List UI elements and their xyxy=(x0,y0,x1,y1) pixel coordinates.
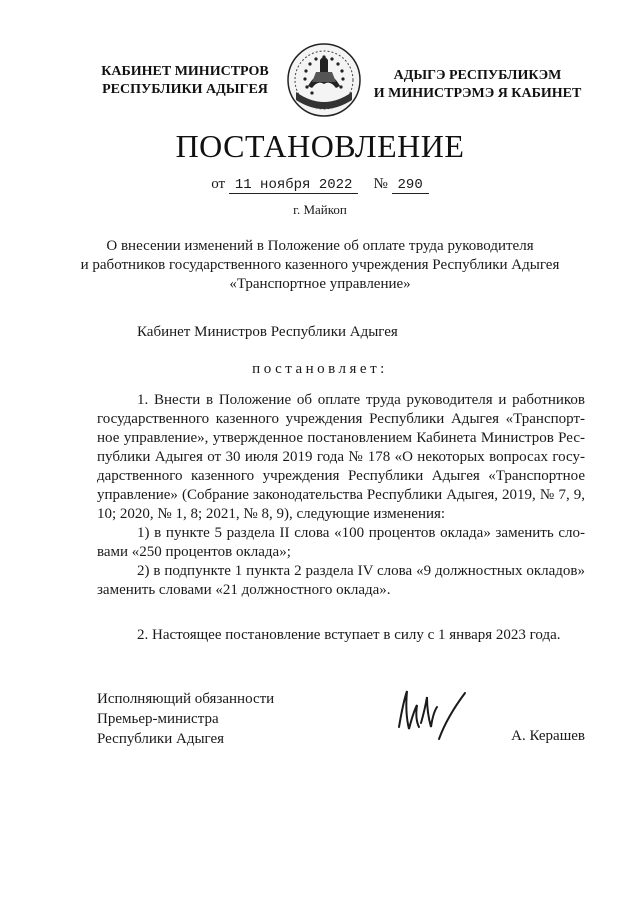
paragraph-1 xyxy=(97,391,585,600)
paragraph-line: заменить словами «21 должностного оклада». xyxy=(97,582,391,598)
paragraph-line: вами «250 процентов оклада»; xyxy=(97,544,291,560)
signer-position-line: Республики Адыгея xyxy=(97,731,225,747)
subject-line: О внесении изменений в Положение об оплате труда руководителя xyxy=(106,238,534,254)
document-date: 11 ноября 2022 xyxy=(229,177,359,194)
header-right xyxy=(370,67,585,103)
paragraph-line: ное управление», утвержденное постановлением Кабинета Министров Рес- xyxy=(97,430,585,446)
paragraph-line: 1) в пункте 5 раздела II слова «100 процентов оклада» заменить сло- xyxy=(137,525,585,541)
signature-icon xyxy=(393,683,473,743)
header-left-line: РЕСПУБЛИКИ АДЫГЕЯ xyxy=(102,82,268,97)
signer-position-line: Исполняющий обязанности xyxy=(97,691,275,707)
signer-position xyxy=(97,690,274,750)
header-left-line: КАБИНЕТ МИНИСТРОВ xyxy=(101,64,269,79)
paragraph-line: 2) в подпункте 1 пункта 2 раздела IV слова «9 должностных окладов» xyxy=(137,563,585,579)
date-number-line xyxy=(0,175,640,194)
paragraph-line: публики Адыгея от 30 июля 2019 года № 178 «О некоторых вопросах госу- xyxy=(97,449,585,465)
signer-position-line: Премьер-министра xyxy=(97,711,219,727)
paragraph-line: дарственного казенного учреждения Республики Адыгея «Транспортное xyxy=(97,468,585,484)
resolves-heading: постановляет: xyxy=(252,361,388,377)
header-right-line: И МИНИСТРЭМЭ Я КАБИНЕТ xyxy=(373,86,582,101)
document-title: ПОСТАНОВЛЕНИЕ xyxy=(175,128,465,164)
header-left xyxy=(95,63,275,99)
document-subject xyxy=(80,237,560,294)
header-right-line: АДЫГЭ РЕСПУБЛИКЭМ xyxy=(393,68,562,83)
subject-line: «Транспортное управление» xyxy=(229,276,411,292)
paragraph-line: 10; 2020, № 1, 8; 2021, № 8, 9), следующие изменения: xyxy=(97,506,446,522)
document-number: 290 xyxy=(392,177,429,194)
paragraph-line: 1. Внести в Положение об оплате труда руководителя и работников xyxy=(137,392,585,408)
paragraph-line: управление» (Собрание законодательства Республики Адыгея, 2019, № 7, 9, xyxy=(97,487,585,503)
coat-of-arms-icon xyxy=(286,42,362,118)
signer-name: А. Керашев xyxy=(511,728,585,744)
from-label: от xyxy=(211,176,226,192)
paragraph-line: государственного казенного учреждения Республики Адыгея «Транспорт- xyxy=(97,411,585,427)
number-label: № xyxy=(373,176,388,192)
city: г. Майкоп xyxy=(293,202,347,217)
issuer: Кабинет Министров Республики Адыгея xyxy=(137,324,398,340)
paragraph-2: 2. Настоящее постановление вступает в силу с 1 января 2023 года. xyxy=(137,627,561,643)
subject-line: и работников государственного казенного учреждения Республики Адыгея xyxy=(80,257,560,273)
